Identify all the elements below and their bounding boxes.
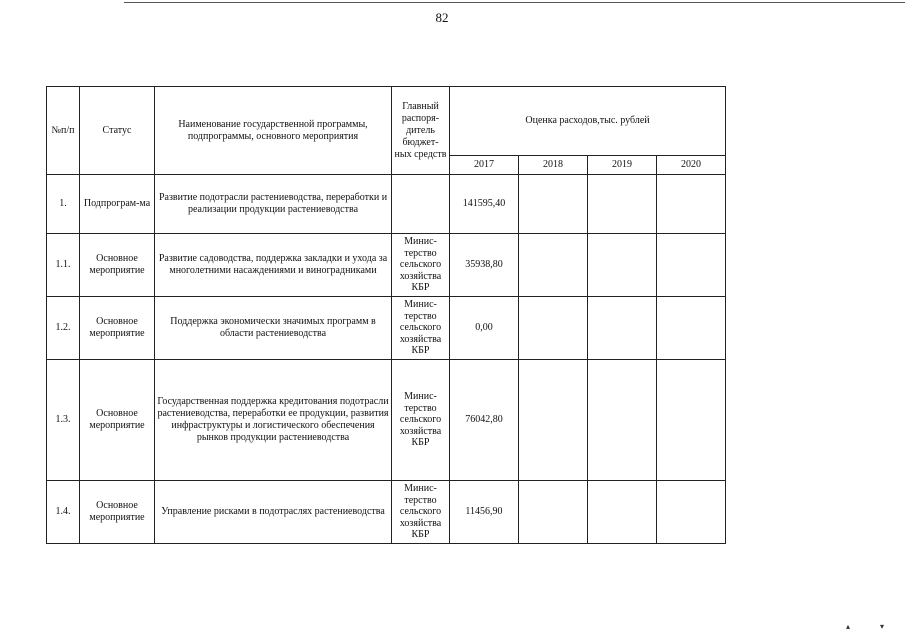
row-value-2017: 76042,80	[450, 360, 519, 481]
row-status: Основное мероприятие	[80, 297, 155, 360]
row-value-2018	[519, 234, 588, 297]
row-manager: Минис-терство сельского хозяйства КБР	[392, 481, 450, 544]
header-status: Статус	[80, 87, 155, 175]
year-2020: 2020	[657, 156, 726, 175]
row-num: 1.3.	[47, 360, 80, 481]
row-manager: Минис-терство сельского хозяйства КБР	[392, 234, 450, 297]
row-value-2017: 141595,40	[450, 175, 519, 234]
table-row	[47, 175, 726, 234]
row-num: 1.	[47, 175, 80, 234]
row-value-2018	[519, 297, 588, 360]
row-name: Развитие садоводства, поддержка закладки и ухода за многолетними насаждениями и виноградниками	[155, 234, 392, 297]
row-value-2019	[588, 234, 657, 297]
row-name: Управление рисками в подотраслях растениеводства	[155, 481, 392, 544]
row-manager: Минис-терство сельского хозяйства КБР	[392, 297, 450, 360]
row-num: 1.2.	[47, 297, 80, 360]
page-number: 82	[435, 10, 449, 25]
year-2017: 2017	[450, 156, 519, 175]
row-name: Развитие подотрасли растениеводства, переработки и реализации продукции растениеводства	[155, 175, 392, 234]
row-manager: Минис-терство сельского хозяйства КБР	[392, 360, 450, 481]
row-name: Государственная поддержка кредитования подотрасли растениеводства, переработки ее продукции, развития инфраструктуры и логистического обеспечения рынков продукции растениеводства	[155, 360, 392, 481]
row-manager	[392, 175, 450, 234]
row-status: Основное мероприятие	[80, 481, 155, 544]
row-value-2019	[588, 360, 657, 481]
table-row	[47, 481, 726, 544]
row-value-2017: 0,00	[450, 297, 519, 360]
row-value-2020	[657, 175, 726, 234]
table-row	[47, 360, 726, 481]
row-name: Поддержка экономически значимых программ в области растениеводства	[155, 297, 392, 360]
row-value-2019	[588, 297, 657, 360]
row-value-2020	[657, 297, 726, 360]
row-status: Основное мероприятие	[80, 360, 155, 481]
row-value-2019	[588, 481, 657, 544]
row-value-2017: 35938,80	[450, 234, 519, 297]
row-value-2020	[657, 481, 726, 544]
year-2019: 2019	[588, 156, 657, 175]
scan-marks: ▴▾	[846, 622, 914, 631]
header-name: Наименование государственной программы, подпрограммы, основного мероприятия	[155, 87, 392, 175]
top-rule	[124, 2, 905, 3]
row-status: Подпрограм-ма	[80, 175, 155, 234]
row-status: Основное мероприятие	[80, 234, 155, 297]
row-value-2020	[657, 234, 726, 297]
header-manager: Главный распоря-дитель бюджет-ных средств	[392, 87, 450, 175]
budget-table	[46, 86, 726, 544]
header-estimate: Оценка расходов,тыс. рублей	[450, 87, 726, 156]
header-row	[47, 87, 726, 156]
table-row	[47, 234, 726, 297]
year-2018: 2018	[519, 156, 588, 175]
row-value-2017: 11456,90	[450, 481, 519, 544]
table-row	[47, 297, 726, 360]
row-value-2018	[519, 481, 588, 544]
row-value-2018	[519, 175, 588, 234]
row-num: 1.4.	[47, 481, 80, 544]
row-num: 1.1.	[47, 234, 80, 297]
row-value-2018	[519, 360, 588, 481]
header-num: №п/п	[47, 87, 80, 175]
row-value-2019	[588, 175, 657, 234]
row-value-2020	[657, 360, 726, 481]
